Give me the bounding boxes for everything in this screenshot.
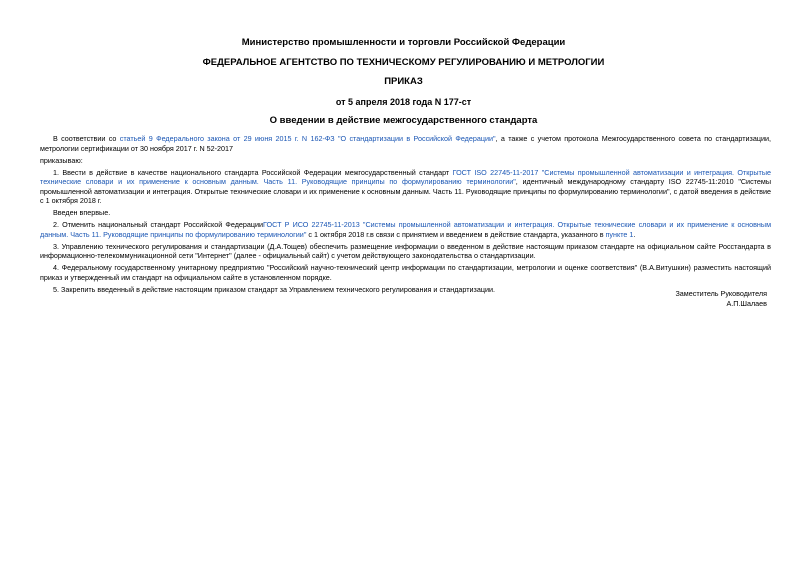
gost-r-iso-link[interactable]: ГОСТ Р ИСО 22745-11-2013 "Системы промышленной автоматизации и интеграция. Открытые технические словари и их применение к основным данным. Часть 11. Руководящие принципы по формулированию терминологии" (40, 220, 772, 239)
item-1-text-1: 1. Ввести в действие в качестве национального стандарта Российской Федерации межгосударственный стандарт (53, 167, 453, 177)
item-2-paragraph (40, 220, 771, 239)
intro-paragraph (40, 134, 771, 153)
signature-block (675, 289, 767, 309)
item-2-text-2: с 1 октября 2018 г.в связи с принятием и введением в действие стандарта, указанного в (306, 229, 606, 239)
signature-name: А.П.Шалаев (726, 299, 767, 308)
item-2-text-3: . (633, 229, 636, 239)
intro-text-2: , а также с учетом протокола Межгосударственного совета по стандартизации, метрологии сертификации от 30 ноября 2017 г. N 52-2017 (40, 134, 771, 153)
item-4-paragraph: 4. Федеральному государственному унитарному предприятию "Российский научно-технический центр информации по стандартизации, метрологии и оценке соответствия" (В.А.Витушкин) разместить настоящий приказ и утвержденный им стандарт на официальном сайте в установленном порядке. (40, 263, 771, 283)
intro-text-1: В соответствии со (53, 134, 120, 143)
subject-heading: О введении в действие межгосударственного стандарта (269, 115, 538, 126)
item-2-text-1: 2. Отменить национальный стандарт Российской Федерации (53, 220, 264, 230)
item-3-paragraph: 3. Управлению технического регулирования и стандартизации (Д.А.Тощев) обеспечить размещение информации о введенном в действие настоящим приказом стандарте на официальном сайте Росстандарта в информационно-телекоммуникационной сети "Интернет" (далее - официальный сайт) с учетом действующего законодательства о стандартизации. (40, 241, 771, 261)
document-body (40, 134, 771, 297)
ministry-heading: Министерство промышленности и торговли Российской Федерации (241, 37, 566, 48)
signature-position: Заместитель Руководителя (675, 289, 767, 298)
gost-iso-link[interactable]: ГОСТ ISO 22745-11-2017 "Системы промышленной автоматизации и интеграция. Открытые технические словари и их применение к основным данным. Часть 11. Руководящие принципы по формулированию терминологии" (40, 167, 772, 187)
doc-type-heading: ПРИКАЗ (384, 76, 423, 87)
date-number-heading: от 5 апреля 2018 года N 177-ст (335, 97, 472, 107)
item-1-paragraph (40, 168, 771, 206)
point-1-link[interactable]: пункте 1 (605, 229, 634, 239)
agency-heading: ФЕДЕРАЛЬНОЕ АГЕНТСТВО ПО ТЕХНИЧЕСКОМУ РЕГУЛИРОВАНИЮ И МЕТРОЛОГИИ (202, 57, 605, 68)
item-5-paragraph: 5. Закрепить введенный в действие настоящим приказом стандарт за Управлением технического регулирования и стандартизации. (53, 285, 495, 295)
order-word: приказываю: (40, 155, 83, 165)
first-time-note: Введен впервые. (53, 208, 111, 218)
law-link[interactable]: статьей 9 Федерального закона от 29 июня 2015 г. N 162-ФЗ "О стандартизации в Российской Федерации" (119, 134, 496, 143)
item-1-text-2: , идентичный международному стандарту ISO 22745-11:2010 "Системы промышленной автоматизации и интеграция. Открытые технические словари и их применение к основным данным. Часть 11. Руководящие принципы по формулированию терминологии", с датой введения в действие с 1 октября 2018 г. (40, 177, 771, 206)
